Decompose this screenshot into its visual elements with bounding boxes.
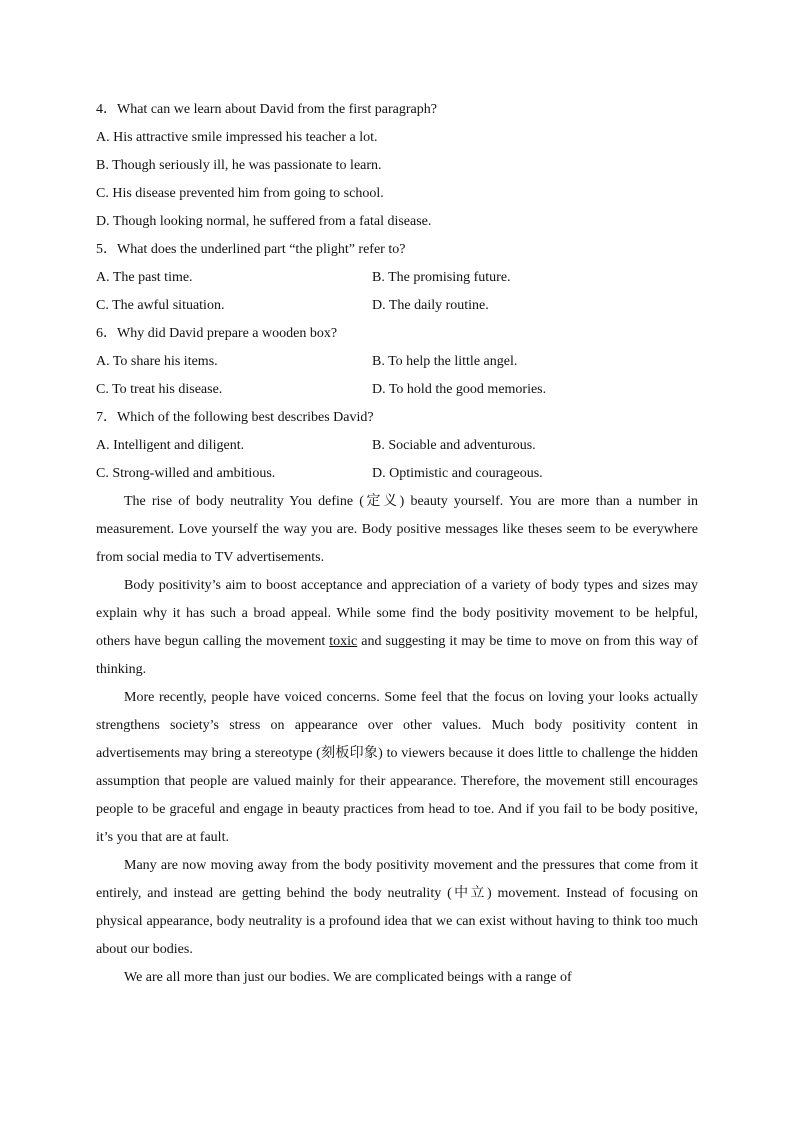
question-6-option-b: B. To help the little angel. <box>372 354 518 369</box>
question-7-options-row-1 <box>96 432 698 460</box>
question-7-option-c: C. Strong-willed and ambitious. <box>96 466 276 481</box>
question-4-stem: 4．What can we learn about David from the first paragraph? <box>96 102 437 117</box>
question-7-stem: 7．Which of the following best describes David? <box>96 410 374 425</box>
passage-paragraph-2-text-after: and suggesting it may be time to move on from this way of thinking. <box>96 634 698 677</box>
passage-paragraph-3: More recently, people have voiced concerns. Some feel that the focus on loving your looks actually strengthens society’s stress on appearance over other values. Much body positivity content in advertisements may bring a stereotype (刻板印象) to viewers because it does little to challenge the hidden assumption that people are valued mainly for their appearance. Therefore, the movement still encourages people to be graceful and engage in beauty practices from head to toe. And if you fail to be body positive, it’s you that are at fault. <box>96 690 698 845</box>
question-5-options-row-1 <box>96 264 698 292</box>
question-5-option-c: C. The awful situation. <box>96 298 225 313</box>
question-7-option-a: A. Intelligent and diligent. <box>96 438 245 453</box>
question-5-option-d: D. The daily routine. <box>372 298 489 313</box>
question-4-option-d: D. Though looking normal, he suffered from a fatal disease. <box>96 214 432 229</box>
question-6-option-a: A. To share his items. <box>96 354 218 369</box>
question-6-option-d: D. To hold the good memories. <box>372 382 547 397</box>
passage-paragraph-4: Many are now moving away from the body positivity movement and the pressures that come from it entirely, and instead are getting behind the body neutrality (中立) movement. Instead of focusing on physical appearance, body neutrality is a profound idea that we can exist without having to think too much about our bodies. <box>96 858 698 957</box>
question-5-options-row-2 <box>96 292 698 320</box>
question-6-option-c: C. To treat his disease. <box>96 382 223 397</box>
question-6-stem: 6．Why did David prepare a wooden box? <box>96 326 338 341</box>
question-5-option-b: B. The promising future. <box>372 270 511 285</box>
underlined-word-toxic: toxic <box>329 634 358 649</box>
question-7-options-row-2 <box>96 460 698 488</box>
passage-paragraph-2 <box>96 572 698 684</box>
question-6-options-row-1 <box>96 348 698 376</box>
document-page <box>96 96 698 992</box>
question-6-options-row-2 <box>96 376 698 404</box>
question-4-option-c: C. His disease prevented him from going to school. <box>96 186 384 201</box>
passage-paragraph-2-text-before: Body positivity’s aim to boost acceptance and appreciation of a variety of body types and sizes may explain why it has such a broad appeal. While some find the body positivity movement to be helpful, others have begun calling the movement <box>96 578 698 649</box>
question-5-stem: 5．What does the underlined part “the plight” refer to? <box>96 242 406 257</box>
question-7-option-d: D. Optimistic and courageous. <box>372 466 543 481</box>
question-4-option-b: B. Though seriously ill, he was passionate to learn. <box>96 158 382 173</box>
passage-paragraph-1: The rise of body neutrality You define (定义) beauty yourself. You are more than a number in measurement. Love yourself the way you are. Body positive messages like theses seem to be everywhere from social media to TV advertisements. <box>96 494 698 565</box>
question-5-option-a: A. The past time. <box>96 270 193 285</box>
question-7-option-b: B. Sociable and adventurous. <box>372 438 536 453</box>
passage-paragraph-5: We are all more than just our bodies. We are complicated beings with a range of <box>124 970 572 985</box>
question-4-option-a: A. His attractive smile impressed his teacher a lot. <box>96 130 378 145</box>
